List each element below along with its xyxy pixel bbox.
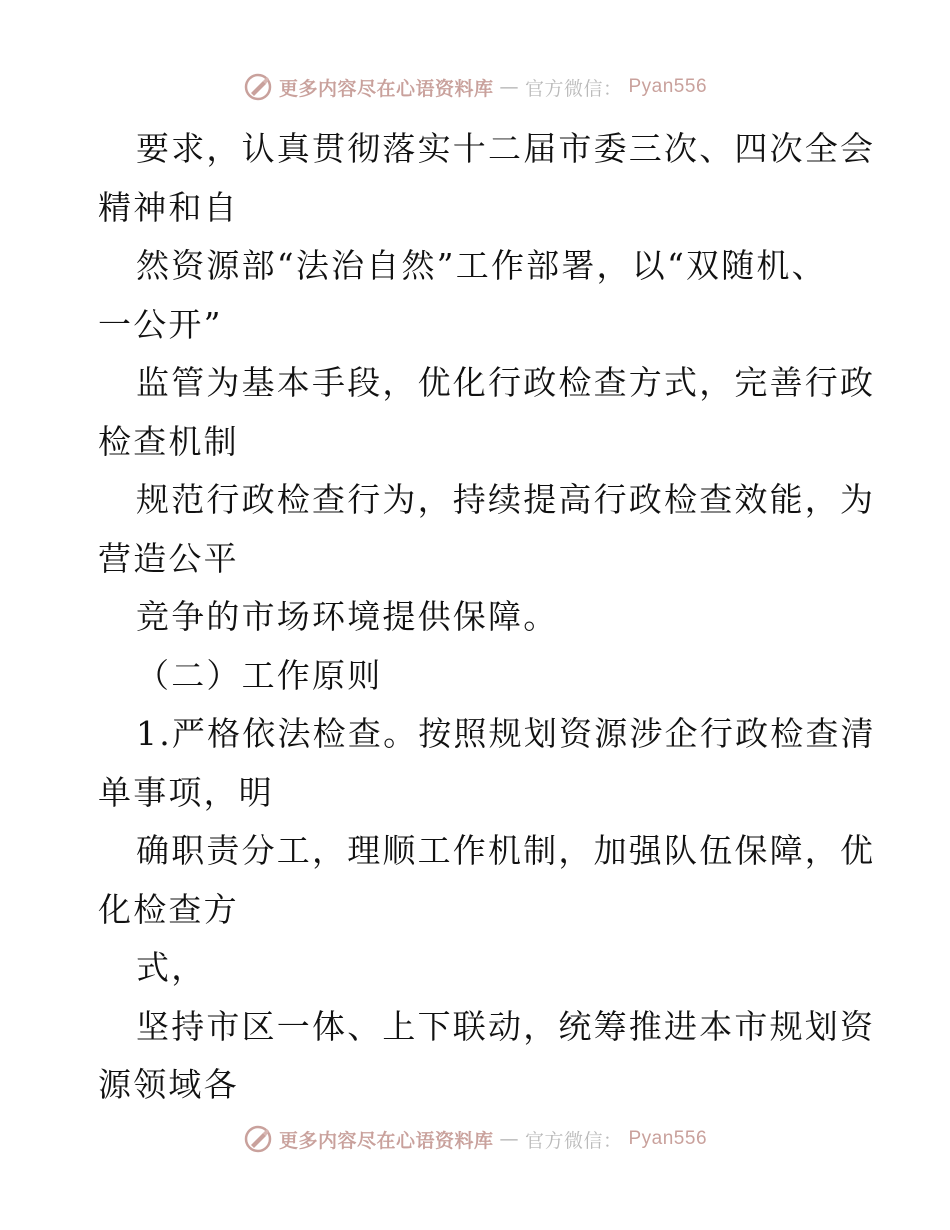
text-line: 要求，认真贯彻落实十二届市委三次、四次全会: [136, 129, 876, 168]
text-line: 检查机制: [98, 421, 239, 461]
text-line: 规范行政检查行为，持续提高行政检查效能，为: [136, 480, 876, 519]
text-line: 式，: [136, 948, 207, 987]
watermark-brand: 更多内容尽在心语资料库: [278, 77, 494, 100]
section-heading: （二）工作原则: [136, 655, 383, 695]
text-line: 营造公平: [98, 538, 239, 578]
text-line: 竞争的市场环境提供保障。: [136, 597, 559, 636]
header-watermark: [0, 72, 950, 102]
document-body: [98, 120, 876, 1115]
watermark-separator: —: [499, 76, 519, 98]
text-line: 1.严格依法检查。按照规划资源涉企行政检查清: [136, 714, 876, 753]
text-line: 确职责分工，理顺工作机制，加强队伍保障，优: [136, 831, 876, 870]
text-line: 精神和自: [98, 187, 239, 227]
watermark-brand: 更多内容尽在心语资料库: [278, 1129, 494, 1152]
text-line: 一公开”: [98, 304, 223, 344]
watermark-official-label: 官方微信：: [524, 1129, 623, 1152]
watermark-separator: —: [499, 1128, 519, 1150]
text-line: 单事项，明: [98, 772, 274, 812]
watermark-official-label: 官方微信：: [524, 77, 623, 100]
text-line: 源领域各: [98, 1065, 239, 1104]
footer-watermark: [0, 1124, 950, 1154]
text-line: 监管为基本手段，优化行政检查方式，完善行政: [136, 363, 876, 402]
text-line: 然资源部“法治自然”工作部署，以“双随机、: [136, 246, 827, 285]
watermark-wechat-id: Pyan556: [628, 76, 708, 97]
logo-icon: [243, 1124, 273, 1154]
text-line: 化检查方: [98, 889, 239, 929]
watermark-wechat-id: Pyan556: [628, 1128, 708, 1149]
logo-icon: [243, 72, 273, 102]
text-line: 坚持市区一体、上下联动，统筹推进本市规划资: [136, 1006, 876, 1046]
